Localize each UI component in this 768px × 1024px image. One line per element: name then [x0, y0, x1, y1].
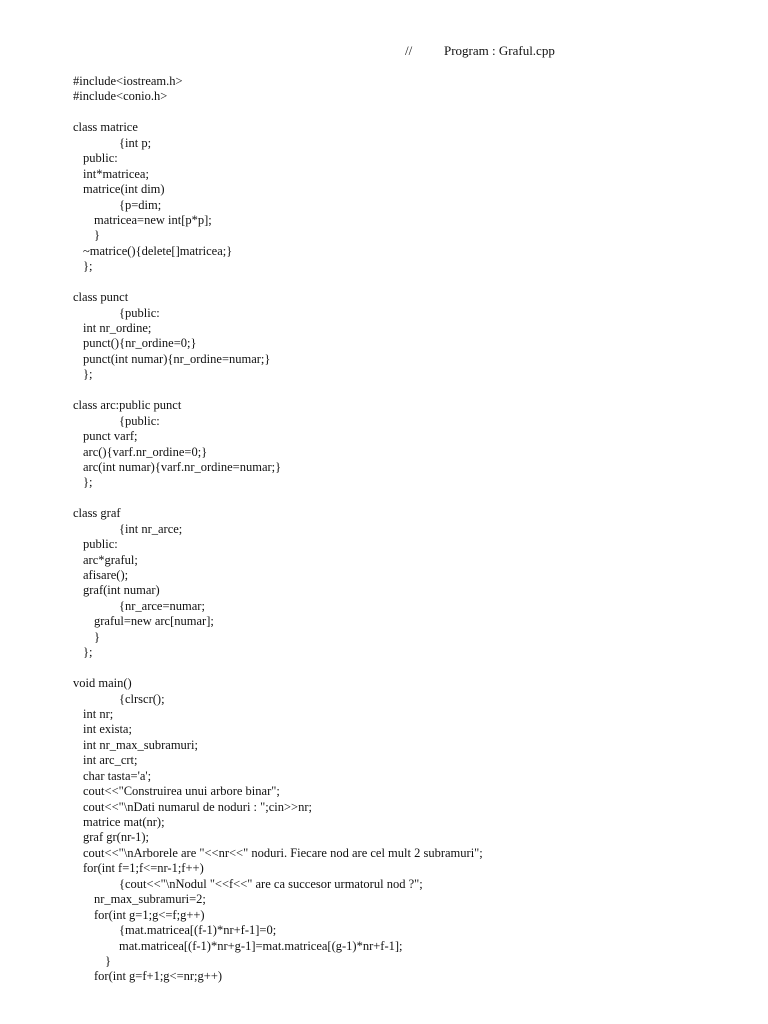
- code-line: mat.matricea[(f-1)*nr+g-1]=mat.matricea[(g-1)*nr+f-1];: [119, 938, 403, 953]
- code-line: graful=new arc[numar];: [94, 614, 214, 629]
- code-line: {public:: [119, 305, 160, 320]
- header-comment-marker: //: [405, 43, 413, 58]
- code-line: graf gr(nr-1);: [83, 830, 150, 845]
- code-line: nr_max_subramuri=2;: [94, 892, 206, 907]
- code-line: public:: [83, 151, 118, 166]
- code-line: int exista;: [83, 722, 132, 737]
- code-line: cout<<"\nDati numarul de noduri : ";cin>>nr;: [83, 799, 312, 814]
- blank-line: [73, 491, 483, 506]
- code-line: };: [83, 259, 93, 274]
- code-line: {clrscr();: [119, 691, 165, 706]
- blank-line: [73, 383, 483, 398]
- code-line: public:: [83, 537, 118, 552]
- code-line: arc*graful;: [83, 552, 138, 567]
- code-line: for(int g=f+1;g<=nr;g++): [94, 969, 223, 984]
- code-line: };: [83, 475, 93, 490]
- code-line: arc(){varf.nr_ordine=0;}: [83, 444, 208, 459]
- code-line: punct(){nr_ordine=0;}: [83, 336, 197, 351]
- code-line: arc(int numar){varf.nr_ordine=numar;}: [83, 459, 282, 474]
- code-line: ~matrice(){delete[]matricea;}: [83, 243, 233, 258]
- code-line: matrice(int dim): [83, 182, 165, 197]
- code-line: int*matricea;: [83, 166, 149, 181]
- code-line: class punct: [73, 290, 129, 305]
- code-line: matricea=new int[p*p];: [94, 212, 212, 227]
- code-line: int nr;: [83, 706, 114, 721]
- code-line: #include<conio.h>: [73, 89, 168, 104]
- code-line: {public:: [119, 413, 160, 428]
- code-line: afisare();: [83, 568, 129, 582]
- code-line: matrice mat(nr);: [83, 815, 165, 829]
- blank-line: [73, 661, 483, 676]
- code-line: void main(): [73, 676, 132, 691]
- code-line: int nr_max_subramuri;: [83, 737, 198, 752]
- blank-line: [73, 275, 483, 290]
- code-line: {cout<<"\nNodul "<<f<<" are ca succesor urmatorul nod ?";: [119, 876, 423, 891]
- code-line: {int p;: [119, 135, 152, 150]
- code-line: int nr_ordine;: [83, 321, 152, 335]
- code-line: }: [94, 629, 100, 644]
- code-line: }: [105, 953, 111, 968]
- program-header: [405, 43, 555, 59]
- program-title: Program : Graful.cpp: [444, 43, 555, 58]
- code-line: int arc_crt;: [83, 753, 138, 768]
- code-line: {nr_arce=numar;: [119, 598, 205, 613]
- code-line: {int nr_arce;: [119, 521, 183, 536]
- code-line: punct(int numar){nr_ordine=numar;}: [83, 351, 271, 366]
- code-line: {mat.matricea[(f-1)*nr+f-1]=0;: [119, 923, 277, 938]
- source-code-listing: [73, 74, 483, 985]
- code-line: };: [83, 367, 93, 382]
- code-line: #include<iostream.h>: [73, 74, 183, 88]
- code-line: };: [83, 645, 93, 660]
- code-line: punct varf;: [83, 429, 138, 444]
- blank-line: [73, 105, 483, 120]
- code-line: graf(int numar): [83, 583, 160, 598]
- code-line: class graf: [73, 506, 121, 521]
- code-line: cout<<"\nArborele are "<<nr<<" noduri. Fiecare nod are cel mult 2 subramuri";: [83, 845, 483, 860]
- code-line: class matrice: [73, 120, 138, 135]
- code-line: cout<<"Construirea unui arbore binar";: [83, 784, 280, 799]
- code-line: for(int g=1;g<=f;g++): [94, 907, 205, 922]
- code-line: {p=dim;: [119, 197, 162, 212]
- code-line: char tasta='a';: [83, 768, 152, 783]
- code-line: }: [94, 228, 100, 243]
- code-line: for(int f=1;f<=nr-1;f++): [83, 861, 204, 876]
- code-line: class arc:public punct: [73, 398, 182, 413]
